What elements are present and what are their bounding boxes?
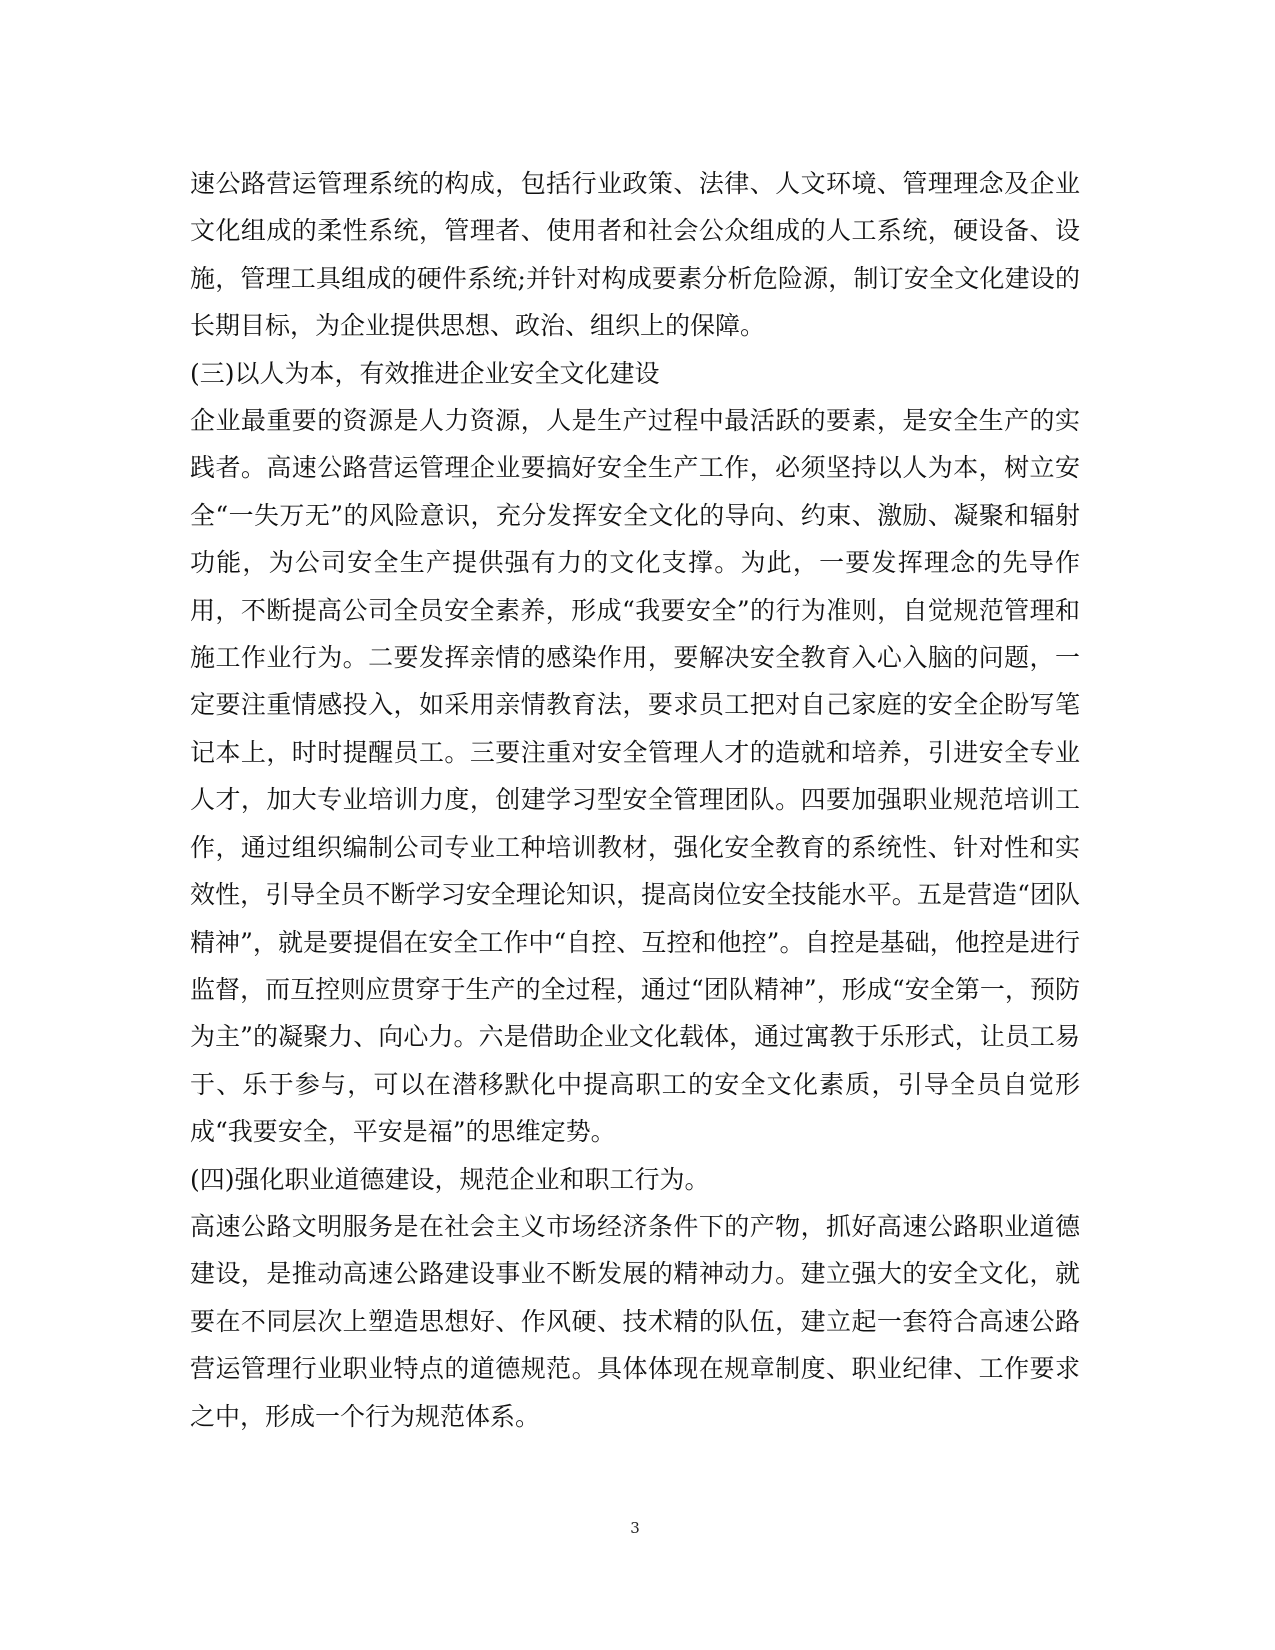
page-number: 3	[630, 1519, 640, 1537]
paragraph-system-composition: 速公路营运管理系统的构成，包括行业政策、法律、人文环境、管理理念及企业文化组成的柔性系统，管理者、使用者和社会公众组成的人工系统，硬设备、设施，管理工具组成的硬件系统;并针对构成要素分析危险源，制订安全文化建设的长期目标，为企业提供思想、政治、组织上的保障。	[190, 169, 1080, 341]
section-heading-3: (三)以人为本，有效推进企业安全文化建设	[190, 358, 660, 388]
document-page	[190, 0, 1080, 1650]
document-body	[190, 160, 1080, 1440]
section-heading-4: (四)强化职业道德建设，规范企业和职工行为。	[190, 1164, 710, 1194]
paragraph-people-oriented: 企业最重要的资源是人力资源，人是生产过程中最活跃的要素，是安全生产的实践者。高速公路营运管理企业要搞好安全生产工作，必须坚持以人为本，树立安全“一失万无”的风险意识，充分发挥安全文化的导向、约束、激励、凝聚和辐射功能，为公司安全生产提供强有力的文化支撑。为此，一要发挥理念的先导作用，不断提高公司全员安全素养，形成“我要安全”的行为准则，自觉规范管理和施工作业行为。二要发挥亲情的感染作用，要解决安全教育入心入脑的问题，一定要注重情感投入，如采用亲情教育法，要求员工把对自己家庭的安全企盼写笔记本上，时时提醒员工。三要注重对安全管理人才的造就和培养，引进安全专业人才，加大专业培训力度，创建学习型安全管理团队。四要加强职业规范培训工作，通过组织编制公司专业工种培训教材，强化安全教育的系统性、针对性和实效性，引导全员不断学习安全理论知识，提高岗位安全技能水平。五是营造“团队精神”，就是要提倡在安全工作中“自控、互控和他控”。自控是基础，他控是进行监督，而互控则应贯穿于生产的全过程，通过“团队精神”，形成“安全第一，预防为主”的凝聚力、向心力。六是借助企业文化载体，通过寓教于乐形式，让员工易于、乐于参与，可以在潜移默化中提高职工的安全文化素质，引导全员自觉形成“我要安全，平安是福”的思维定势。	[190, 406, 1080, 1147]
paragraph-professional-ethics: 高速公路文明服务是在社会主义市场经济条件下的产物，抓好高速公路职业道德建设，是推动高速公路建设事业不断发展的精神动力。建立强大的安全文化，就要在不同层次上塑造思想好、作风硬、技术精的队伍，建立起一套符合高速公路营运管理行业职业特点的道德规范。具体体现在规章制度、职业纪律、工作要求之中，形成一个行为规范体系。	[190, 1211, 1080, 1431]
